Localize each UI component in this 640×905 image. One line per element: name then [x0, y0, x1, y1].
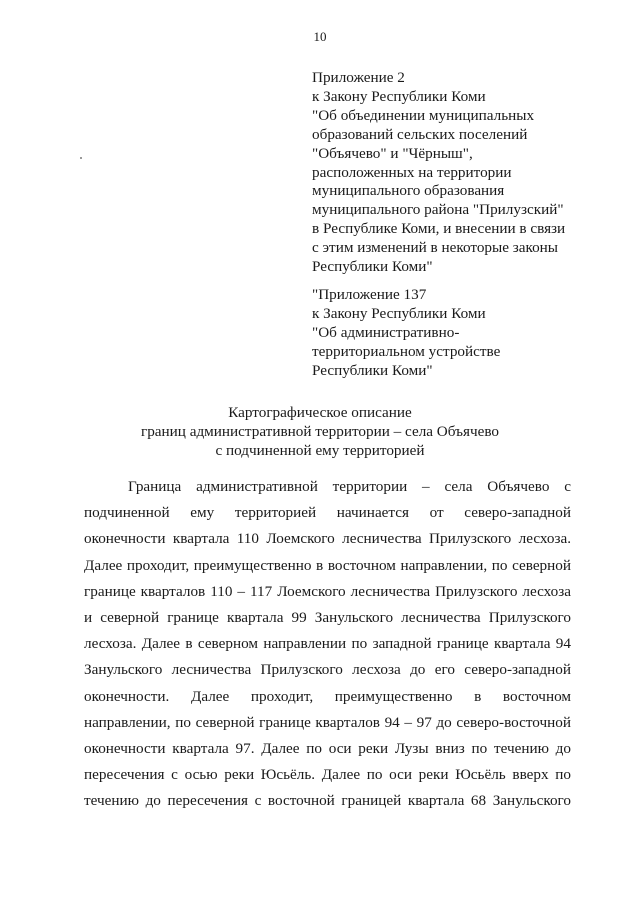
- body-line: оконечности квартала 110 Лоемского лесничества Прилузского лесхоза.: [84, 530, 571, 548]
- appendix-137-line: территориальном устройстве: [312, 342, 501, 360]
- appendix-137-line: Республики Коми": [312, 361, 433, 379]
- appendix-2-line: с этим изменений в некоторые законы: [312, 239, 559, 257]
- body-line: Граница административной территории – села Объячево с: [128, 478, 571, 495]
- title-line: Картографическое описание: [228, 404, 412, 421]
- appendix-2-line: образований сельских поселений: [312, 125, 528, 143]
- appendix-2-line: в Республике Коми, и внесении в связи: [312, 220, 566, 238]
- appendix-2-line: к Закону Республики Коми: [312, 87, 486, 105]
- body-line: течению до пересечения с восточной границей квартала 68 Занульского: [84, 792, 571, 810]
- appendix-2-line: расположенных на территории: [312, 163, 512, 181]
- document-title: [0, 404, 640, 461]
- title-line: границ административной территории – села Объячево: [140, 422, 500, 440]
- appendix-2-line: Республики Коми": [312, 258, 433, 276]
- appendix-137-line: "Приложение 137: [312, 286, 427, 303]
- scan-mark: [80, 157, 82, 159]
- body-line: оконечности квартала 97. Далее по оси реки Лузы вниз по течению до: [84, 740, 571, 758]
- body-line: направлении, по северной границе кварталов 94 – 97 до северо-восточной: [84, 713, 571, 731]
- body-line: лесхоза. Далее в северном направлении по западной границе квартала 94: [84, 635, 571, 653]
- body-paragraph: [84, 474, 571, 815]
- body-line: Далее проходит, преимущественно в восточном направлении, по северной: [84, 556, 571, 574]
- body-line: подчиненной ему территорией начинается от северо-западной: [84, 504, 571, 522]
- body-line: границе кварталов 110 – 117 Лоемского лесничества Прилузского лесхоза: [84, 582, 571, 600]
- appendix-2-line: Приложение 2: [312, 69, 405, 86]
- body-line: оконечности. Далее проходит, преимущественно в восточном: [84, 687, 571, 705]
- appendix-2-line: муниципального района "Прилузский": [312, 201, 564, 219]
- body-line: и северной границе квартала 99 Занульского лесничества Прилузского: [84, 609, 571, 627]
- body-line: Занульского лесничества Прилузского лесхоза до его северо-западной: [84, 661, 571, 679]
- appendix-2-line: "Об объединении муниципальных: [312, 106, 535, 124]
- appendix-2-line: "Объячево" и "Чёрныш",: [312, 144, 473, 162]
- appendix-137-line: "Об административно-: [312, 323, 460, 341]
- page-number: 10: [313, 29, 327, 44]
- appendix-2-line: муниципального образования: [312, 182, 505, 200]
- appendix-137-line: к Закону Республики Коми: [312, 304, 486, 322]
- appendix-137-header: [312, 286, 612, 381]
- appendix-2-header: [312, 69, 612, 277]
- title-line: с подчиненной ему территорией: [215, 441, 425, 459]
- body-line: пересечения с осью реки Юсьёль. Далее по оси реки Юсьёль вверх по: [84, 766, 571, 784]
